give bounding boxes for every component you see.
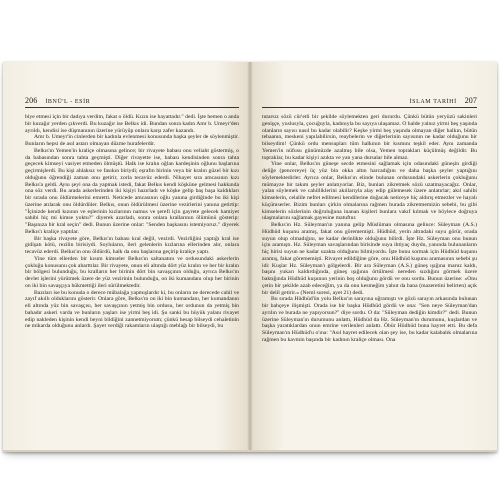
open-book <box>3 62 497 452</box>
paragraph: Bu sırada Hüdhüd'ün yolu Belkıs'ın sarayına uğramıştı ve gözü sarayın arkasında bulunan bir bahçeye ilişmişti. Orada ise bir başka Hüdhüd gördü ve ona: "Sen neye Süleyman'dan ayrılın ve burada ne yapıyorsun?" diye sordu. O da: "Süleyman dediğin kimdir?" dedi. Bunun üzerine Süleyman'ın durumunu anlattı, Hüdhüd da Hz. Süleyman'ın durumunu, kuşlardan ve başka yaratıklardan onun emrine verilenleri anlattı. Öbür Hüdhüd buna hayret etti. Bu defa Süleyman'ın Hüdhüd'u o'ına: "Asıl hayret edilecek olan şey ise, bu kadar kalabalık olmalarına rağmen bu kavmin başında bir kadının kraliçe olması. Ona <box>262 296 477 343</box>
right-page-text <box>262 114 477 344</box>
paragraph: Belkıs'ın Hz. Süleyman'ın yanına gelip Müslüman olmasına gelince: Süleyman (A.S.) Hüdhüd kuşunu aramış, fakat onu görememişti. Hüdhüd, yerin altındaki suyu görür, orada suyun olup olmadığını, ne kadar derinlikte olduğunu bilirdi. İşte Hz. Süleyman onu bunun için aramıştı. Hz. Süleyman savaşlarından birisinde suya ihtiyaç duydu, yanında bulunanların hiç birisi suyun ne kadar uzakta olduğunu bilmiyordu. İşte bunu sormak için Hüdhüd kuşunu aramış, fakat görememişti. Rivayet edildiğine göre, onu Hüdhüd kuşunu aramasının sebebi şu idi: Kuşlar Hz. Süleyman'ı gölgelerdi. Bir ara Süleyman (A.S.) güneş ışığına maruz kaldı, başını yukarı kaldırdığında, güneş ışığının örtülmesi nereden sızdığını görmek üzere baktığında Hüdhüd kuşunun yerinin boş olduğunu gördü ve onu sordu. Bunun üzerine: «Onu çetin bir şekilde azab edeceğim, ya da onu kesmeğim yahut da bana (mazeretini belirten) açık bir delil getirir.» (Neml suresi, ayet 21) dedi. <box>262 222 477 296</box>
paragraph: Belkıs'ın Yemen'in kraliçe olmasına gelince; bir rivayete babası onu veliaht göstermiş, o da babasından sonra tahta geçmişti. Diğer rivayette ise, babası kendisinden sonra tahta geçecek kimseyi vasiyet etmeden ölmüştü. Halk ise kralın oğlan kardeşinin oğlunu başlarına geçirmişlerdi. Bu kişi ahlaksız ve fasıkın biriydi; eşrafın birinin veya bir kralın güzel bir kızı olduğunu öğrendiği zaman onu getirir, zorla tecavüz ederdi. Nihayet sıra amcasının kızı Belkıs'a geldi. Aynı şeyi ona da yapmak istedi, fakat Belkıs kendi köşküne gelmesi hakkında ona söz verdi. Bu arada askerlerinden iki kişiyi hazırladı ve köşke gelip baş başa kaldıkları bir sırada onu öldürmelerini emretti. Neticede amcasının oğlu yanına girdiğinde bu iki kişi üzerine atılarak onu öldürdüler. Belkıs, onun öldürülmesi üzerine vezirlerini yanına getirtip: "İçinizde kendi kızının ve eşlerinin kızlarının namus ve şerefi için gayrete gelecek hamiyet sahibi hiç mi kimse yoktu?" diyerek azarladı, sonra onlara krallarının ölümünü gösterip: "Başınıza bir kral seçin" dedi. Bunun üzerine onlar: "Senden başkasını istemiyoruz." diyerek Belkıs'ı kraliçe yaptılar. <box>25 147 239 235</box>
left-page <box>3 62 250 450</box>
left-running-head <box>25 96 239 108</box>
paragraph: tutarsız sözü cür'etli bir şekilde söylemekten geri dururdu. Çünkü bütün yeryüzü sakinleri genişçe, yuslusyla, çocuğuyla, kadınıyla bu sayıya ulaşamaz. O halde yalnız yirmi beş yaşında olanların sayısı nasıl bu kadar olabilir? Keşke yirmi beş yaşında olmayan diğer halkın, bütün tebaanın, meskeni yapılabilirsin, reaybelerin ve diğerlerinin sayısının ne kadar olduğunu bir bilseydim! Çünkü ordu mensupları tüm halkının bir kısmını teşkil eder. Aynı zamanda Yemen'in nüfusu günümüzde azalmış bile olsa, Yemen toprakları küçülmüş değildir. Bu topraklar, bu kadar kişiyi azıkta ve yan yana dursalar bile almaz. <box>262 114 477 161</box>
right-running-head <box>262 96 477 108</box>
right-header-title: İSLAM TARİHİ <box>409 99 457 105</box>
paragraph: Yine onlar, Belkıs'ın güneşe secde etmesini sağlamak için odasındaki güneşin girdiği deliğe (pencereye) üç yüz bin okka altın harcadığını ve daha başka şeyler yaptığını söylemektedirler. Ayrıca onlar, Belkıs'ın elinde bulunan ordusundaki askerlerin çokluğunu mümayze bir takım şeyler anlatıyorlar. Biz, bunları zikretmek sözü uzatmayacağız. Onlar, yalan söylemek ve cahilliklerini akıllarıyla alay edip gülemesek üzere anlatırlar; akıl sahibi kimselerin, celalile nefret edilmesi kendilerine doğacak neticeye hiç aldırış etmezler ve hayalı küçümserler. Bizim bunları çirkin olmalarına rağmen burada zikretmemizin sebebi, bu gibi kimselerin sözlerinin doğruluğuna inanan kişileri bunlara vakıf kılmak ve böylece doğruya ulaşmalarını sağlamak gayesine matuftur. <box>262 161 477 222</box>
left-page-text <box>25 114 239 330</box>
paragraph: biye etmesi için bir dadıya verdim, fakat o öldü. Kızın ise hayattadır." dedi. İşte hemen o anda bir kuzağır yerden çıkverdi. Bu kuzağır ise Belkıs idi. Bundan sonra kadın Amr b. Umeyr'den ayrıldı, kendisi ise düşmanının üzerine yürüyüp onlara karşı zafer kazandı. <box>25 114 239 134</box>
paragraph: Bazıları ise bu konuda o derece mübalağa yapmışlardır ki, bu onların ne derecede cahil ve zayıf akıllı olduklarını gösterir. Onlara göre, Belkıs'ın on iki bin kumandanı, her kumandanın eli altında yüz bin savaşçısı, her savaşçının yetmiş bin ordusu, her ordunun da yetmiş bin bahadır askeri varda ve bunların yaşları ise yirmi beş idi. Şu sanki bu büyük yalanı rivayet edip nakleden kişinin kendi beyni bildiğini zannetmiyorum; çünkü hesap bilseydi cehaletinin ne mikarda olduğunu anlardı. Şayet verdiği rakamların ulaştığı meblağı bir bilseydi, bu <box>25 289 239 330</box>
left-header-title: İBNÜ'L - ESİR <box>45 99 91 105</box>
right-page-number: 207 <box>464 96 477 105</box>
paragraph: Yine tüm ellerden bir kısım kimseler Belkıs'ın saltanatını ve ordusundaki askerlerin çokluğu konusunu çok abarttılar. Bir rivayete, onun eli altında dört yüz kralın ve her bir kralın bir bölgesi bulunduğu, bu kralların her birinin dört bin savaşçının olduğu, ayrıca Belkıs'ın devlet işlerini yürütmek üzere de yüz vezirinin bulunduğu, on iki kumandanı olup her birinin on iki bin savaşçıya hükmettiği ileri sürülmektedir. <box>25 255 240 289</box>
paragraph: Bir başka rivayete göre, Belkıs'ın babası kral değil, vezirdi. Vezirliğini yaptığı kral ise gidişatı kötü, rezilin birisiydi. Soyluların, ileri gelenlerin kızlarına ellerinden alır, onlara tecavüz ederdi. Belkıs'ın onu öldürdü, halk da onu başlarına geçirip kraliçe yaptı. <box>25 235 239 255</box>
right-page <box>250 62 497 450</box>
paragraph: Amr b. Umeyr'in cinlerden bir kadınla evlenmesi konusunda başka şeyler de söylenmiştir. Bunların hepsi de asıl astarı olmayan düzme hurafelerdir. <box>25 134 239 147</box>
left-page-number: 206 <box>25 96 38 105</box>
